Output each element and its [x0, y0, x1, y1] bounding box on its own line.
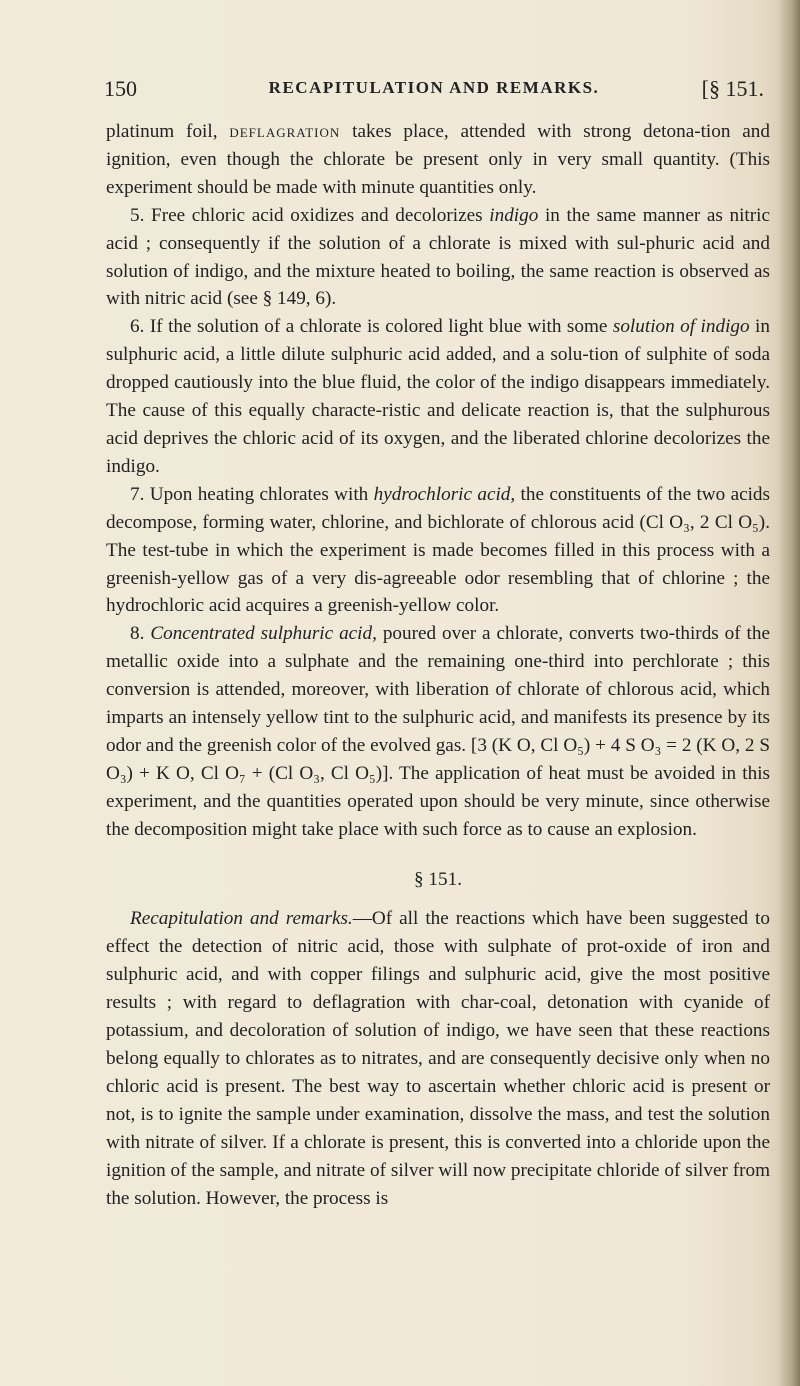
italic-term: Concentrated sulphuric acid,: [150, 623, 377, 645]
italic-heading: Recapitulation and remarks.: [130, 908, 353, 930]
paragraph-7: 7. Upon heating chlorates with hydrochloric acid, the constituents of the two acids decompose, forming water, chlorine, and bichlorate of chlorous acid (Cl O₃, 2 Cl O₅). The test-tube in which the experiment is made becomes filled in this process with a greenish-yellow gas of a very dis-agreeable odor resembling that of chlorine ; the hydrochloric acid acquires a greenish-yellow color.: [106, 483, 770, 617]
paragraph-recapitulation: Recapitulation and remarks.—Of all the reactions which have been suggested to effect the detection of nitric acid, those with sulphate of prot-oxide of iron and sulphuric acid, and with copper filings and sulphuric acid, give the most positive results ; with regard to deflagration with char-coal, detonation with cyanide of potassium, and decoloration of solution of indigo, we have seen that these reactions belong equally to chlorates as to nitrates, and are consequently decisive only when no chloric acid is present. The best way to ascertain whether chloric acid is present or not, is to ignite the sample under examination, dissolve the mass, and test the solution with nitrate of silver. If a chlorate is present, this is converted into a chloride upon the ignition of the sample, and nitrate of silver will now precipitate chloride of silver from the solution. However, the process is: [106, 908, 770, 1209]
running-title: RECAPITULATION AND REMARKS.: [268, 78, 600, 97]
page-body: [106, 118, 770, 1212]
section-reference: [§ 151.: [701, 76, 764, 101]
italic-term: hydrochloric acid,: [373, 483, 516, 505]
italic-term: indigo: [489, 204, 539, 226]
paragraph-6: 6. If the solution of a chlorate is colored light blue with some solution of indigo in sulphuric acid, a little dilute sulphuric acid added, and a solu-tion of sulphite of soda dropped cautiously into the blue fluid, the color of the indigo disappears immediately. The cause of this equally characte-ristic and delicate reaction is, that the sulphurous acid deprives the chloric acid of its oxygen, and the liberated chlorine decolorizes the indigo.: [106, 316, 770, 477]
italic-term: solution of indigo: [612, 316, 750, 338]
paragraph-8: 8. Concentrated sulphuric acid, poured over a chlorate, converts two-thirds of the metallic oxide into a sulphate and the remaining one-third into perchlorate ; this conversion is attended, moreover, with liberation of chlorate of chlorous acid, which imparts an intensely yellow tint to the sulphuric acid, and manifests its presence by its odor and the greenish color of the evolved gas. [3 (K O, Cl O₅) + 4 S O₃ = 2 (K O, 2 S O₃) + K O, Cl O₇ + (Cl O₃, Cl O₅)]. The application of heat must be avoided in this experiment, and the quantities operated upon should be very minute, since otherwise the decomposition might take place with such force as to cause an explosion.: [106, 623, 771, 840]
running-header: [104, 76, 764, 106]
paragraph-continuation: platinum foil, deflagration takes place, attended with strong detona-tion and ignition, even though the chlorate be present only in very small quantity. (This experiment should be made with minute quantities only.: [106, 121, 770, 198]
small-caps-term: deflagration: [229, 121, 341, 142]
page-edge-shadow: [778, 0, 800, 1386]
paragraph-5: 5. Free chloric acid oxidizes and decolorizes indigo in the same manner as nitric acid ; consequently if the solution of a chlorate is mixed with sul-phuric acid and solution of indigo, and the mixture heated to boiling, the same reaction is observed as with nitric acid (see § 149, 6).: [106, 204, 770, 310]
section-heading: § 151.: [414, 868, 462, 890]
page-number: 150: [104, 76, 137, 101]
